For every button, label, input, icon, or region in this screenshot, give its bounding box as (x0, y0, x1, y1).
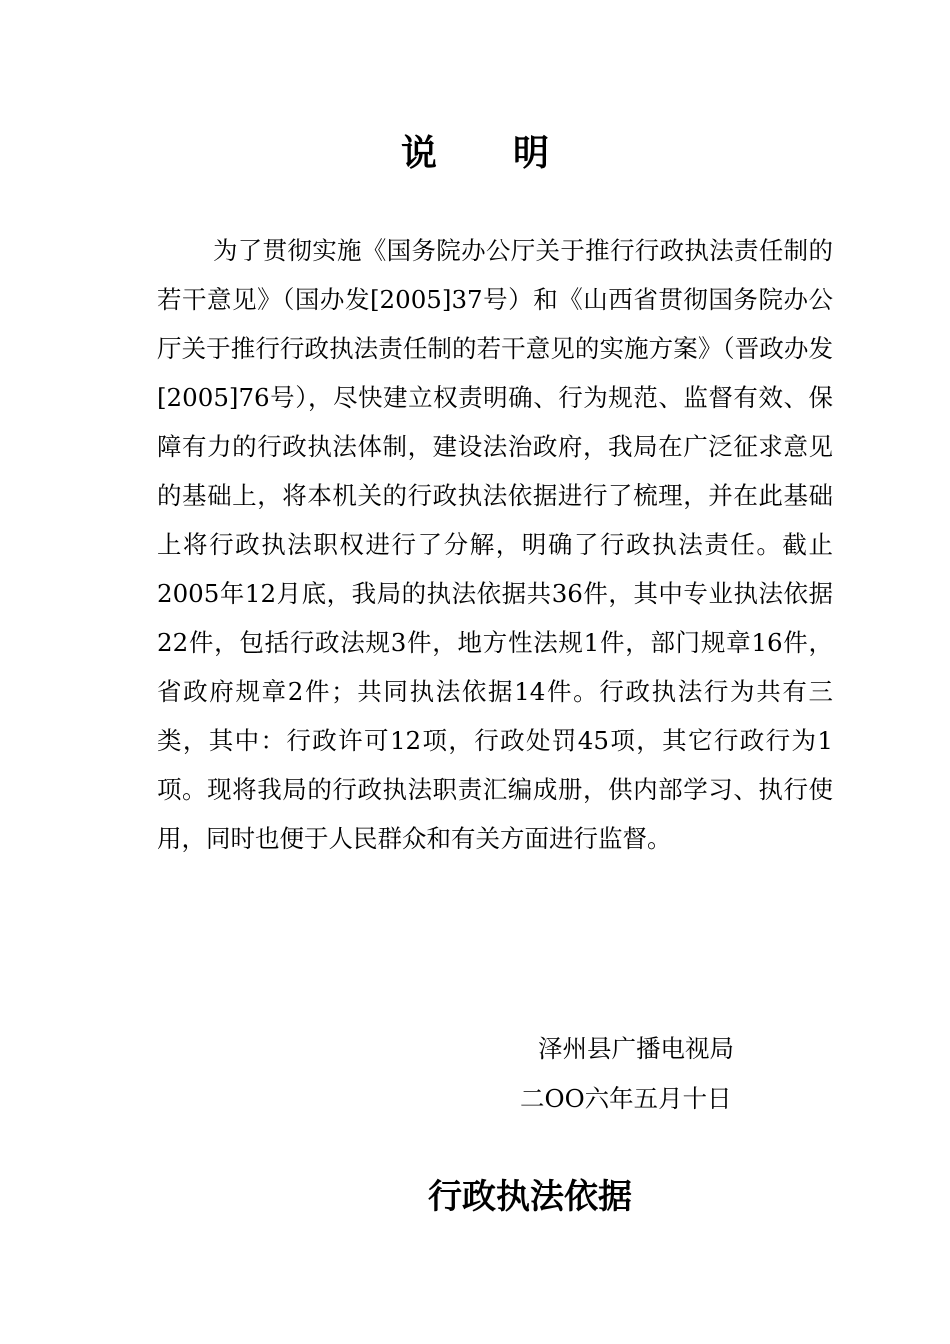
page-title: 说明 (400, 132, 625, 174)
section-heading: 行政执法依据 (428, 1177, 632, 1217)
signature-date: 二OO六年五月十日 (520, 1084, 732, 1113)
body-paragraph: 为了贯彻实施《国务院办公厅关于推行行政执法责任制的若干意见》（国办发[2005]37号）和《山西省贯彻国务院办公厅关于推行行政执法责任制的若干意见的实施方案》（晋政办发[2005]76号），尽快建立权责明确、行为规范、监督有效、保障有力的行政执法体制，建设法治政府，我局在广泛征求意见的基础上，将本机关的行政执法依据进行了梳理，并在此基础上将行政执法职权进行了分解，明确了行政执法责任。截止2005年12月底，我局的执法依据共36件，其中专业执法依据22件，包括行政法规3件，地方性法规1件，部门规章16件，省政府规章2件；共同执法依据14件。行政执法行为共有三类，其中：行政许可12项，行政处罚45项，其它行政行为1项。现将我局的行政执法职责汇编成册，供内部学习、执行使用，同时也便于人民群众和有关方面进行监督。 (157, 236, 833, 853)
signature-organization: 泽州县广播电视局 (538, 1034, 734, 1063)
